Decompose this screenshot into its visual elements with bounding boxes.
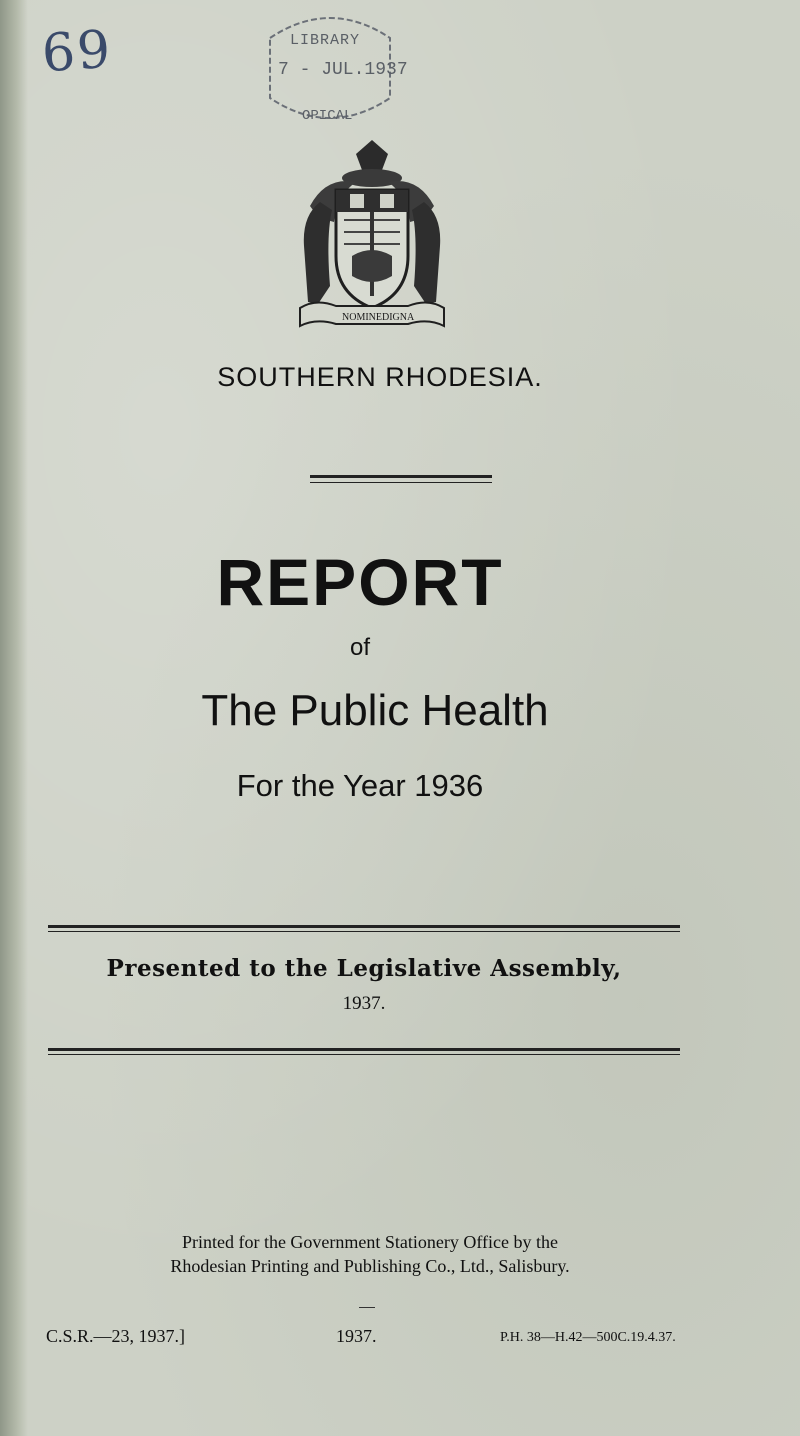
coat-of-arms: [296, 136, 448, 332]
print-year: 1937.: [336, 1326, 377, 1346]
report-title: REPORT: [216, 545, 504, 619]
motto-right: DIGNA: [382, 312, 415, 323]
stamp-date-text: 7 - JUL.1937: [278, 60, 408, 80]
divider-rule: [48, 925, 680, 928]
report-number: C.S.R.—23, 1937.]: [46, 1326, 186, 1346]
print-code: P.H. 38—H.42—500C.19.4.37.: [500, 1330, 676, 1345]
printer-imprint: [0, 1230, 740, 1278]
motto-left: NOMINE: [342, 312, 382, 323]
report-year: For the Year 1936: [236, 768, 484, 803]
divider-rule: [310, 482, 492, 483]
divider-rule: [48, 931, 680, 932]
stamp-department-text: OPICAL: [302, 108, 353, 124]
printer-line-2: Rhodesian Printing and Publishing Co., Ltd., Salisbury.: [170, 1256, 570, 1276]
handwritten-number: 69: [39, 19, 115, 85]
divider-rule: [310, 475, 492, 478]
stamp-library-text: LIBRARY: [290, 32, 361, 49]
divider-rule: [48, 1048, 680, 1051]
coat-of-arms-emblem: [296, 136, 448, 332]
printer-line-1: Printed for the Government Stationery Office by the: [181, 1232, 559, 1252]
report-subject: The Public Health: [201, 686, 549, 735]
divider-rule: [48, 1054, 680, 1055]
short-dash: [359, 1307, 375, 1308]
library-stamp: [240, 8, 420, 128]
presentation-year: 1937.: [342, 993, 386, 1014]
presentation-line: Presented to the Legislative Assembly,: [106, 955, 622, 982]
title-connector: of: [349, 634, 370, 661]
country-heading: SOUTHERN RHODESIA.: [217, 362, 543, 392]
